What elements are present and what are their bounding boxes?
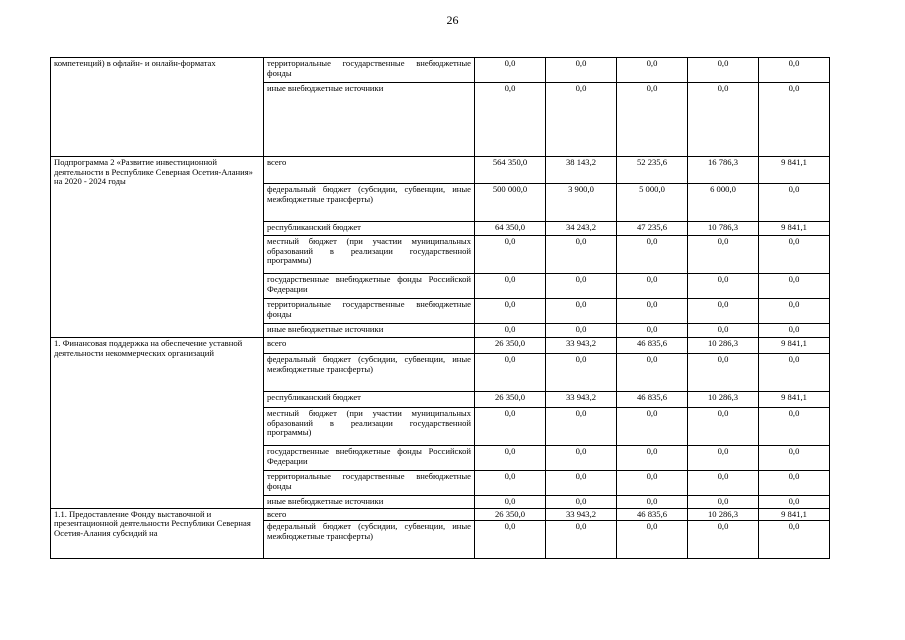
amount-cell: 0,0 xyxy=(617,521,688,559)
amount-cell: 0,0 xyxy=(617,408,688,446)
amount-cell: 0,0 xyxy=(546,521,617,559)
amount-cell: 0,0 xyxy=(688,236,759,274)
amount-cell: 0,0 xyxy=(546,471,617,496)
amount-cell: 0,0 xyxy=(617,274,688,299)
amount-cell: 47 235,6 xyxy=(617,222,688,236)
amount-cell: 0,0 xyxy=(617,236,688,274)
amount-cell: 0,0 xyxy=(688,521,759,559)
amount-cell: 0,0 xyxy=(546,299,617,324)
amount-cell: 3 900,0 xyxy=(546,184,617,222)
amount-cell: 0,0 xyxy=(475,324,546,338)
amount-cell: 0,0 xyxy=(617,324,688,338)
amount-cell: 0,0 xyxy=(688,496,759,509)
amount-cell: 26 350,0 xyxy=(475,338,546,354)
amount-cell: 33 943,2 xyxy=(546,508,617,521)
funding-source-cell: местный бюджет (при участии муниципальных образований в реализации государственной программы) xyxy=(264,236,475,274)
amount-cell: 0,0 xyxy=(688,274,759,299)
amount-cell: 46 835,6 xyxy=(617,392,688,408)
amount-cell: 10 286,3 xyxy=(688,508,759,521)
amount-cell: 46 835,6 xyxy=(617,338,688,354)
amount-cell: 0,0 xyxy=(759,521,830,559)
amount-cell: 34 243,2 xyxy=(546,222,617,236)
amount-cell: 0,0 xyxy=(475,521,546,559)
funding-source-cell: государственные внебюджетные фонды Российской Федерации xyxy=(264,274,475,299)
amount-cell: 10 786,3 xyxy=(688,222,759,236)
amount-cell: 10 286,3 xyxy=(688,392,759,408)
table-row xyxy=(51,508,830,521)
funding-source-cell: республиканский бюджет xyxy=(264,392,475,408)
page-number: 26 xyxy=(446,13,459,27)
program-name-cell: 1. Финансовая поддержка на обеспечение уставной деятельности некоммерческих организаций xyxy=(51,338,264,509)
amount-cell: 26 350,0 xyxy=(475,392,546,408)
funding-source-cell: всего xyxy=(264,157,475,184)
program-name-cell: 1.1. Предоставление Фонду выставочной и презентационной деятельности Республики Северная Осетия-Алания субсидий на xyxy=(51,508,264,559)
amount-cell: 0,0 xyxy=(475,58,546,83)
amount-cell: 0,0 xyxy=(759,236,830,274)
amount-cell: 6 000,0 xyxy=(688,184,759,222)
amount-cell: 0,0 xyxy=(617,446,688,471)
funding-source-cell: иные внебюджетные источники xyxy=(264,496,475,509)
amount-cell: 0,0 xyxy=(688,324,759,338)
amount-cell: 0,0 xyxy=(759,496,830,509)
amount-cell: 564 350,0 xyxy=(475,157,546,184)
program-name-cell: компетенций) в офлайн- и онлайн-форматах xyxy=(51,58,264,157)
funding-source-cell: федеральный бюджет (субсидии, субвенции, иные межбюджетные трансферты) xyxy=(264,354,475,392)
funding-source-cell: территориальные государственные внебюджетные фонды xyxy=(264,58,475,83)
amount-cell: 0,0 xyxy=(546,58,617,83)
amount-cell: 0,0 xyxy=(617,471,688,496)
amount-cell: 0,0 xyxy=(688,58,759,83)
amount-cell: 52 235,6 xyxy=(617,157,688,184)
amount-cell: 0,0 xyxy=(688,83,759,157)
amount-cell: 38 143,2 xyxy=(546,157,617,184)
amount-cell: 0,0 xyxy=(759,274,830,299)
amount-cell: 0,0 xyxy=(688,299,759,324)
amount-cell: 0,0 xyxy=(759,324,830,338)
amount-cell: 5 000,0 xyxy=(617,184,688,222)
amount-cell: 0,0 xyxy=(759,299,830,324)
amount-cell: 0,0 xyxy=(759,471,830,496)
amount-cell: 0,0 xyxy=(475,471,546,496)
amount-cell: 0,0 xyxy=(617,496,688,509)
funding-source-cell: государственные внебюджетные фонды Российской Федерации xyxy=(264,446,475,471)
funding-source-cell: иные внебюджетные источники xyxy=(264,324,475,338)
amount-cell: 0,0 xyxy=(759,408,830,446)
amount-cell: 0,0 xyxy=(475,446,546,471)
amount-cell: 16 786,3 xyxy=(688,157,759,184)
financing-table xyxy=(50,57,830,559)
amount-cell: 0,0 xyxy=(475,274,546,299)
amount-cell: 0,0 xyxy=(475,496,546,509)
amount-cell: 10 286,3 xyxy=(688,338,759,354)
amount-cell: 0,0 xyxy=(617,83,688,157)
amount-cell: 0,0 xyxy=(688,471,759,496)
amount-cell: 0,0 xyxy=(617,354,688,392)
amount-cell: 0,0 xyxy=(546,446,617,471)
amount-cell: 0,0 xyxy=(546,408,617,446)
amount-cell: 26 350,0 xyxy=(475,508,546,521)
amount-cell: 0,0 xyxy=(546,236,617,274)
amount-cell: 0,0 xyxy=(546,324,617,338)
amount-cell: 33 943,2 xyxy=(546,392,617,408)
funding-source-cell: всего xyxy=(264,338,475,354)
amount-cell: 0,0 xyxy=(546,83,617,157)
table-row xyxy=(51,338,830,354)
amount-cell: 0,0 xyxy=(475,408,546,446)
amount-cell: 46 835,6 xyxy=(617,508,688,521)
table-row xyxy=(51,157,830,184)
amount-cell: 0,0 xyxy=(617,299,688,324)
amount-cell: 33 943,2 xyxy=(546,338,617,354)
amount-cell: 0,0 xyxy=(475,236,546,274)
amount-cell: 0,0 xyxy=(475,83,546,157)
amount-cell: 0,0 xyxy=(759,184,830,222)
amount-cell: 0,0 xyxy=(759,83,830,157)
amount-cell: 0,0 xyxy=(688,446,759,471)
amount-cell: 0,0 xyxy=(546,274,617,299)
funding-source-cell: федеральный бюджет (субсидии, субвенции, иные межбюджетные трансферты) xyxy=(264,184,475,222)
amount-cell: 0,0 xyxy=(688,354,759,392)
amount-cell: 0,0 xyxy=(475,299,546,324)
amount-cell: 9 841,1 xyxy=(759,222,830,236)
funding-source-cell: республиканский бюджет xyxy=(264,222,475,236)
funding-source-cell: иные внебюджетные источники xyxy=(264,83,475,157)
amount-cell: 9 841,1 xyxy=(759,392,830,408)
funding-source-cell: территориальные государственные внебюджетные фонды xyxy=(264,471,475,496)
amount-cell: 0,0 xyxy=(759,354,830,392)
amount-cell: 0,0 xyxy=(546,496,617,509)
amount-cell: 0,0 xyxy=(688,408,759,446)
funding-source-cell: местный бюджет (при участии муниципальных образований в реализации государственной программы) xyxy=(264,408,475,446)
funding-source-cell: всего xyxy=(264,508,475,521)
amount-cell: 0,0 xyxy=(546,354,617,392)
amount-cell: 64 350,0 xyxy=(475,222,546,236)
amount-cell: 500 000,0 xyxy=(475,184,546,222)
table-row xyxy=(51,58,830,83)
amount-cell: 0,0 xyxy=(617,58,688,83)
amount-cell: 0,0 xyxy=(759,446,830,471)
program-name-cell: Подпрограмма 2 «Развитие инвестиционной деятельности в Республике Северная Осетия-Алания» на 2020 - 2024 годы xyxy=(51,157,264,338)
amount-cell: 0,0 xyxy=(759,58,830,83)
amount-cell: 9 841,1 xyxy=(759,508,830,521)
funding-source-cell: федеральный бюджет (субсидии, субвенции, иные межбюджетные трансферты) xyxy=(264,521,475,559)
amount-cell: 9 841,1 xyxy=(759,157,830,184)
amount-cell: 0,0 xyxy=(475,354,546,392)
amount-cell: 9 841,1 xyxy=(759,338,830,354)
funding-source-cell: территориальные государственные внебюджетные фонды xyxy=(264,299,475,324)
